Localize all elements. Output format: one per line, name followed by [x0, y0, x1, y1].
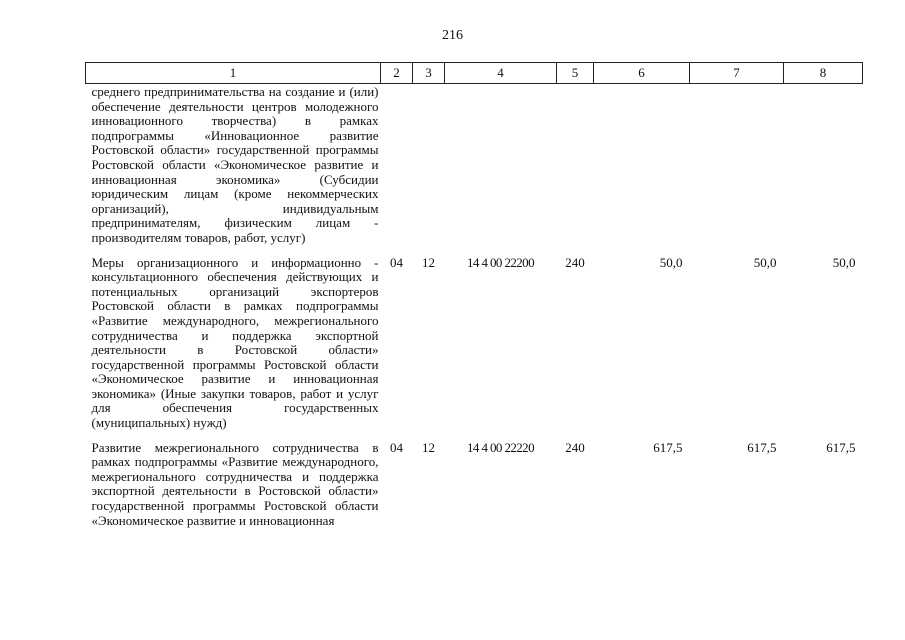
table-row: [86, 84, 863, 252]
table-row: [86, 437, 863, 535]
header-col-2: 2: [381, 63, 413, 84]
row-subsection: [413, 84, 445, 252]
row-name: Развитие межрегионального сотрудничества в рамках подпрограммы «Развитие международного, межрегионального сотрудничества и поддержка экспортной деятельности в Ростовской области» государственной программы Ростовской области «Экономическое развитие и инновационная: [91, 439, 379, 528]
row-amount-1: 617,5: [653, 439, 683, 455]
row-amount-2: 617,5: [747, 439, 777, 455]
header-col-8: 8: [784, 63, 863, 84]
page-number: 216: [442, 28, 463, 43]
row-expense-type: [557, 84, 594, 252]
row-name: среднего предпринимательства на создание и (или) обеспечение деятельности центров молодежного инновационного творчества) в рамках подпрограммы «Инновационное развитие Ростовской области» государственной программы Ростовской области «Экономическое развитие и инновационная экономика» (Субсидии юридическим лицам (кроме некоммерческих организаций), индивидуальным предпринимателям, физическим лицам - производителям товаров, работ, услуг): [91, 84, 379, 245]
row-target-article: 14 4 00 22200: [467, 254, 534, 270]
header-col-1: 1: [86, 63, 381, 84]
row-amount-3: 617,5: [826, 439, 856, 455]
header-col-6: 6: [594, 63, 690, 84]
header-col-3: 3: [413, 63, 445, 84]
row-name: Меры организационного и информационно - консультационного обеспечения действующих и потенциальных организаций экспортеров Ростовской области в рамках подпрограммы «Развитие международного, межрегионального сотрудничества и поддержка экспортной деятельности в Ростовской области» государственной программы Ростовской области «Экономическое развитие и инновационная экономика» (Иные закупки товаров, работ и услуг для обеспечения государственных (муниципальных) нужд): [91, 254, 379, 431]
row-amount-3: 50,0: [832, 254, 856, 270]
row-amount-3: [784, 84, 863, 252]
row-expense-type: 240: [565, 439, 585, 455]
row-section: 04: [390, 439, 403, 455]
row-subsection: 12: [422, 439, 435, 455]
row-amount-2: [690, 84, 784, 252]
row-amount-1: [594, 84, 690, 252]
row-amount-1: 50,0: [659, 254, 683, 270]
row-section: [381, 84, 413, 252]
row-subsection: 12: [422, 254, 435, 270]
row-target-article: [445, 84, 557, 252]
table-row: [86, 252, 863, 437]
row-target-article: 14 4 00 22220: [467, 439, 534, 455]
header-col-5: 5: [557, 63, 594, 84]
header-col-7: 7: [690, 63, 784, 84]
row-amount-2: 50,0: [753, 254, 777, 270]
row-section: 04: [390, 254, 403, 270]
row-expense-type: 240: [565, 254, 585, 270]
header-col-4: 4: [445, 63, 557, 84]
budget-table: [85, 62, 863, 534]
header-row: [86, 63, 863, 84]
